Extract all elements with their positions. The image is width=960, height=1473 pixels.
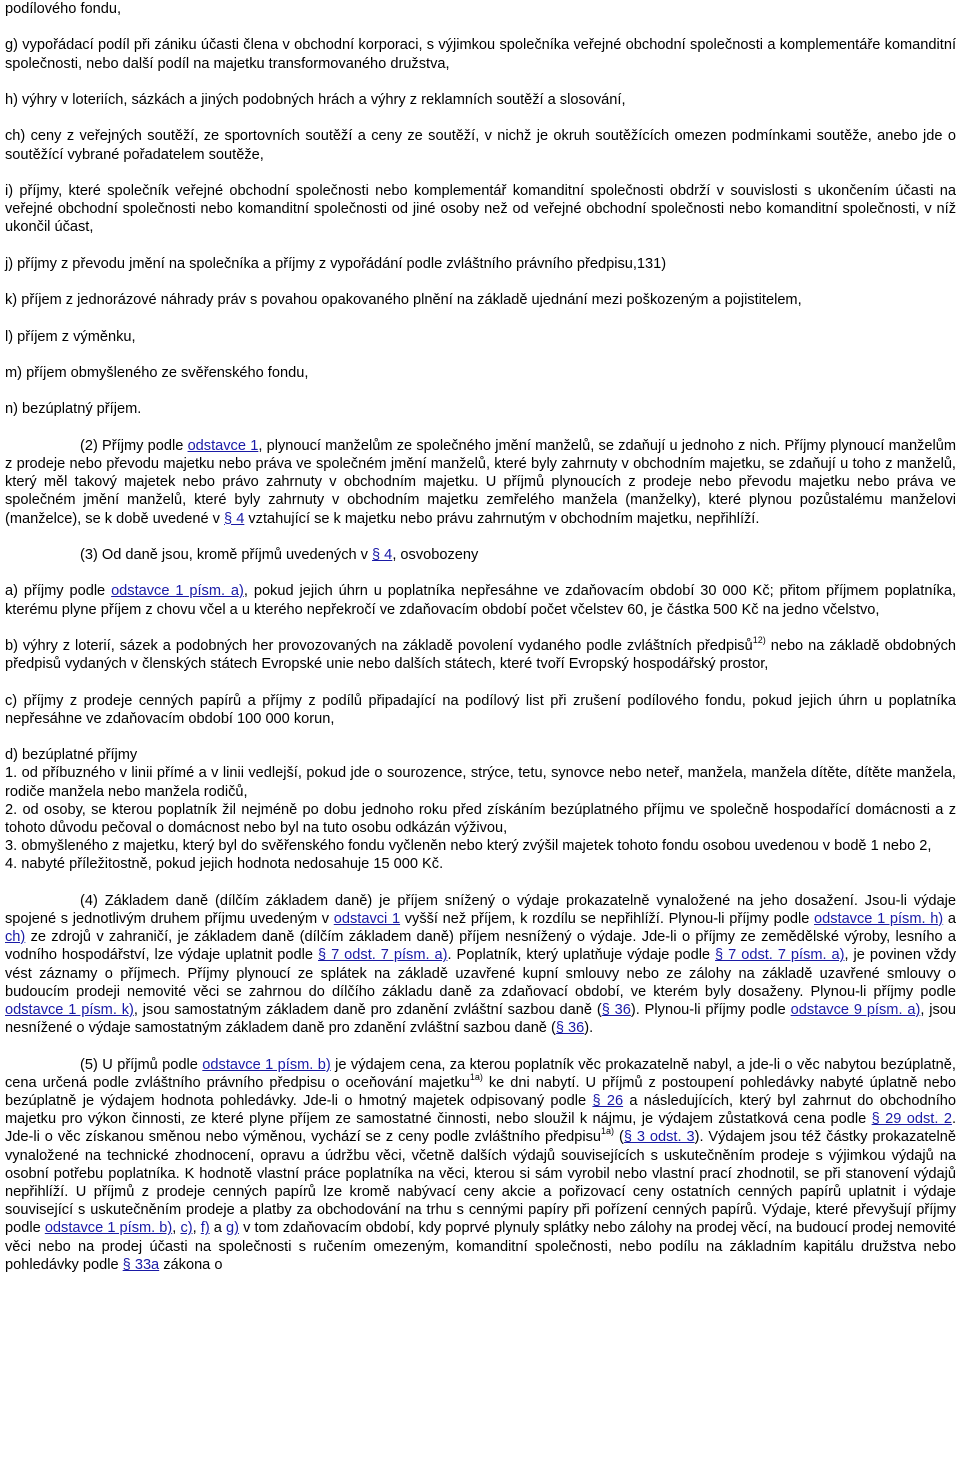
link-section-33a[interactable]: § 33a xyxy=(122,1256,160,1273)
link-odstavce-1-pism-a[interactable]: odstavce 1 písm. a) xyxy=(111,583,244,600)
link-odstavce-1[interactable]: odstavce 1 xyxy=(187,437,259,454)
item-g: g) vypořádací podíl při zániku účasti člena v obchodní korporaci, s výjimkou společníka veřejné obchodní společnosti a komplementáře komanditní společnosti, nebo další podíl na majetku transformovaného družstva, xyxy=(5,37,956,72)
link-odstavce-1-pism-k[interactable]: odstavce 1 písm. k) xyxy=(5,1001,134,1018)
item-ch: ch) ceny z veřejných soutěží, ze sportovních soutěží a ceny ze soutěží, v nichž je okruh soutěžících omezen podmínkami soutěže, anebo jde o soutěžící vybrané pořadatelem soutěže, xyxy=(5,128,956,163)
item-m: m) příjem obmyšleného ze svěřenského fondu, xyxy=(5,364,309,381)
link-f[interactable]: f) xyxy=(200,1220,210,1237)
link-ch[interactable]: ch) xyxy=(5,929,26,946)
footnote-ref-12: 12) xyxy=(752,635,766,646)
footnote-ref-1a: 1a) xyxy=(601,1126,615,1137)
link-section-7-odst-7-pism-a[interactable]: § 7 odst. 7 písm. a) xyxy=(715,947,845,964)
paragraph-3c: c) příjmy z prodeje cenných papírů a příjmy z podílů připadající na podílový list při zrušení podílového fondu, pokud jejich úhrn u poplatníka nepřesáhne ve zdaňovacím období 100 000 korun, xyxy=(5,692,956,727)
paragraph-2: (2) Příjmy podle odstavce 1, plynoucí manželům ze společného jmění manželů, se zdaňují u jednoho z nich. Příjmy plynoucí manželům z prodeje nebo převodu majetku nebo práva ve společném jmění manželů, které byly zahrnuty v obchodním majetku, se zdaňují u toho z manželů, který měl takový majetek nebo právo zahrnuty v obchodním majetku. U příjmů plynoucích z prodeje nebo převodu majetku nebo práva ve společném jmění manželů, které byly zahrnuty v obchodním majetku zemřelého manžela (manželky), které plynou pozůstalému manželovi (manželce), se k době uvedené v § 4 vztahující se k majetku nebo právu zahrnutým v obchodním majetku, nepřihlíží. xyxy=(5,437,956,527)
link-odstavci-1[interactable]: odstavci 1 xyxy=(333,910,401,927)
paragraph-3d xyxy=(5,746,956,873)
link-section-3-odst-3[interactable]: § 3 odst. 3 xyxy=(623,1129,695,1146)
link-section-4[interactable]: § 4 xyxy=(372,546,393,563)
link-odstavce-1-pism-b[interactable]: odstavce 1 písm. b) xyxy=(202,1056,331,1073)
item-j: j) příjmy z převodu jmění na společníka a příjmy z vypořádání podle zvláštního právního předpisu,131) xyxy=(5,255,667,272)
paragraph-3d-item-4: 4. nabyté příležitostně, pokud jejich hodnota nedosahuje 15 000 Kč. xyxy=(5,856,444,873)
item-n: n) bezúplatný příjem. xyxy=(5,401,142,418)
footnote-ref-1a: 1a) xyxy=(469,1071,483,1082)
paragraph-3a: a) příjmy podle odstavce 1 písm. a), pokud jejich úhrn u poplatníka nepřesáhne ve zdaňovacím období 30 000 Kč; přitom příjmem poplatníka, kterému plyne příjem z chovu včel a u kterého nepřekročí ve zdaňovacím období počet včelstev 60, je částka 500 Kč na jedno včelstvo, xyxy=(5,583,956,618)
item-k: k) příjem z jednorázové náhrady práv s povahou opakovaného plnění na základě ujednání mezi poškozeným a pojistitelem, xyxy=(5,292,802,309)
link-section-36[interactable]: § 36 xyxy=(555,1020,585,1037)
link-odstavce-1-pism-h[interactable]: odstavce 1 písm. h) xyxy=(813,910,944,927)
link-c[interactable]: c) xyxy=(180,1220,193,1237)
link-odstavce-1-pism-b[interactable]: odstavce 1 písm. b) xyxy=(44,1220,173,1237)
item-i: i) příjmy, které společník veřejné obchodní společnosti nebo komplementář komanditní společnosti obdrží v souvislosti s ukončením účasti na veřejné obchodní společnosti nebo komanditní společnosti od jiné osoby než od veřejné obchodní společnosti nebo komanditní společnosti, v níž ukončil účast, xyxy=(5,182,956,236)
paragraph-3d-item-3: 3. obmyšleného z majetku, který byl do svěřenského fondu vyčleněn nebo který zvýšil majetek tohoto fondu osobou uvedenou v bodě 1 nebo 2, xyxy=(5,838,932,855)
link-section-36[interactable]: § 36 xyxy=(601,1001,631,1018)
link-odstavce-9-pism-a[interactable]: odstavce 9 písm. a) xyxy=(790,1001,921,1018)
paragraph-3d-item-2: 2. od osoby, se kterou poplatník žil nejméně po dobu jednoho roku před získáním bezúplatného příjmu ve společně hospodařící domácnosti a z tohoto důvodu pečoval o domácnost nebo byl na tuto osobu odkázán výživou, xyxy=(5,801,956,836)
paragraph-3: (3) Od daně jsou, kromě příjmů uvedených v § 4, osvobozeny xyxy=(80,546,479,563)
item-l: l) příjem z výměnku, xyxy=(5,328,136,345)
paragraph-4: (4) Základem daně (dílčím základem daně) je příjem snížený o výdaje prokazatelně vynaložené na jeho dosažení. Jsou-li výdaje spojené s jednotlivým druhem příjmu uvedeným v odstavci 1 vyšší než příjem, k rozdílu se nepřihlíží. Plynou-li příjmy podle odstavce 1 písm. h) a ch) ze zdrojů v zahraničí, je základem daně (dílčím základem daně) příjem nesnížený o výdaje. Jde-li o příjmy ze zemědělské výroby, lesního a vodního hospodářství, lze výdaje uplatnit podle § 7 odst. 7 písm. a). Poplatník, který uplatňuje výdaje podle § 7 odst. 7 písm. a), je povinen vždy vést záznamy o příjmech. Příjmy plynoucí ze splátek na základě uzavřené kupní smlouvy nebo ze zálohy na základě uzavřené smlouvy o budoucím prodeji nemovité věci se zahrnou do dílčího základu daně za zdaňovací období, ve kterém byly dosaženy. Plynou-li příjmy podle odstavce 1 písm. k), jsou samostatným základem daně pro zdanění zvláštní sazbou daně (§ 36). Plynou-li příjmy podle odstavce 9 písm. a), jsou nesnížené o výdaje samostatným základem daně pro zdanění zvláštní sazbou daně (§ 36). xyxy=(5,892,956,1037)
link-g[interactable]: g) xyxy=(226,1220,239,1237)
link-section-7-odst-7-pism-a[interactable]: § 7 odst. 7 písm. a) xyxy=(317,947,448,964)
paragraph-5: (5) U příjmů podle odstavce 1 písm. b) je výdajem cena, za kterou poplatník věc prokazatelně nabyl, a jde-li o věc nabytou bezúplatně, cena určená podle zvláštního právního předpisu o oceňování majetku$^{1a)}$ ke dni nabytí. U příjmů z postoupení pohledávky nabyté úplatně nebo bezúplatně je výdajem hodnota pohledávky. Jde-li o hmotný majetek odpisovaný podle § 26 a následujících, který byl zahrnut do obchodního majetku pro výkon činnosti, ze které plyne příjem ze samostatné činnosti, nebo sloužil k nájmu, je výdajem zůstatková cena podle § 29 odst. 2. Jde-li o věc získanou směnou nebo výměnou, vychází se z ceny podle zvláštního předpisu$^{1a)}$ (§ 3 odst. 3). Výdajem jsou též částky prokazatelně vynaložené na technické zhodnocení, opravu a údržbu věci, včetně dalších výdajů souvisejících s uskutečněním prodeje s výjimkou výdajů na osobní potřebu poplatníka. K hodnotě vlastní práce poplatníka na věci, kterou si sám vyrobil nebo vlastní prací zhodnotil, se při stanovení výdajů nepřihlíží. U příjmů z prodeje cenných papírů lze kromě nabývací ceny akcie a pořizovací ceny ostatních cenných papírů uplatnit i výdaje související s uskutečněním prodeje a platby za obchodování na trhu s cennými papíry při pořízení cenných papírů. Výdaje, které převyšují příjmy podle odstavce 1 písm. b), c), f) a g) v tom zdaňovacím období, kdy poprvé plynuly splátky nebo zálohy na prodej věcí, na budoucí prodej nemovité věci nebo na prodej účasti na společnosti s ručením omezeným, komanditní společnosti, nebo podílu na základním kapitálu družstva nebo pohledávky podle § 33a zákona o xyxy=(5,1056,957,1273)
paragraph-3d-item-1: 1. od příbuzného v linii přímé a v linii vedlejší, pokud jde o sourozence, strýce, tetu, synovce nebo neteř, manžela, manžela dítěte, dítěte manžela, rodiče manžela nebo manžela rodičů, xyxy=(5,765,956,800)
paragraph-3d-head: d) bezúplatné příjmy xyxy=(5,747,138,764)
item-h: h) výhry v loteriích, sázkách a jiných podobných hrách a výhry z reklamních soutěží a slosování, xyxy=(5,91,626,108)
link-section-26[interactable]: § 26 xyxy=(592,1092,624,1109)
link-section-29-odst-2[interactable]: § 29 odst. 2 xyxy=(871,1111,952,1128)
paragraph-3b: b) výhry z loterií, sázek a podobných her provozovaných na základě povolení vydaného podle zvláštních předpisů$^{12)}$ nebo na základě obdobných předpisů vydaných v členských státech Evropské unie nebo dalších státech, které tvoří Evropský hospodářský prostor, xyxy=(5,635,956,673)
link-section-4[interactable]: § 4 xyxy=(224,510,245,527)
item-f-tail: podílového fondu, xyxy=(5,1,122,17)
